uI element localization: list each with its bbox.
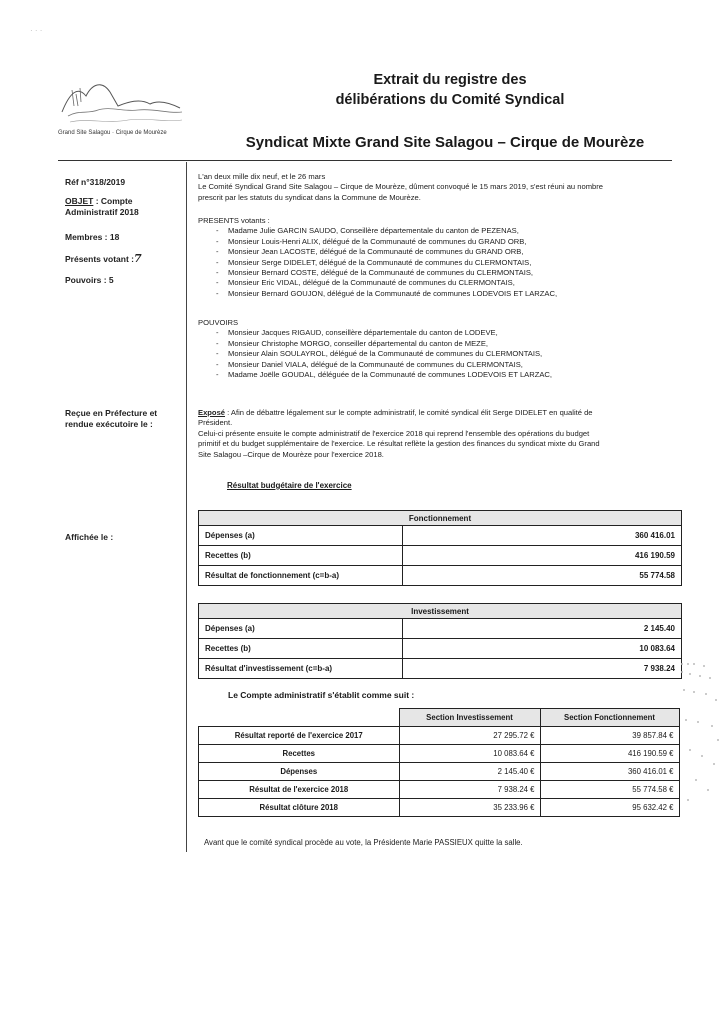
expose-line-3: Celui-ci présente ensuite le compte administratif de l'exercice 2018 qui reprend l'ensemble des opérations du budget — [198, 428, 590, 438]
expose-line-4: primitif et du budget supplémentaire de l'exercice. Le résultat reflète la gestion des finances du syndicat mixte du Grand — [198, 439, 600, 449]
row-label: Résultat de fonctionnement (c=b-a) — [199, 566, 403, 586]
expose-label: Exposé — [198, 408, 226, 417]
presents-heading: PRESENTS votants : — [198, 216, 270, 225]
title-line-2: délibérations du Comité Syndical — [335, 92, 565, 108]
fonc-value: 55 774.58 € — [540, 780, 679, 798]
list-item: - Monsieur Christophe MORGO, conseiller départemental du canton de MEZE, — [228, 339, 686, 349]
recu-line-2: rendue exécutoire le : — [65, 419, 153, 429]
row-label: Recettes (b) — [199, 639, 403, 659]
compte-admin-table — [198, 708, 680, 817]
intro-line-2: Le Comité Syndical Grand Site Salagou – Cirque de Mourèze, dûment convoqué le 15 mars 2019, s'est réuni au nombre — [198, 182, 603, 192]
row-value: 7 938.24 — [403, 659, 682, 679]
fonc-value: 360 416.01 € — [540, 762, 679, 780]
affichee-le: Affichée le : — [65, 532, 114, 542]
table-row — [199, 798, 680, 816]
list-item: - Madame Joëlle GOUDAL, déléguée de la Communauté de communes LODEVOIS ET LARZAC, — [228, 370, 686, 380]
resultat-title: Résultat budgétaire de l'exercice — [227, 481, 352, 490]
fonc-value: 95 632.42 € — [540, 798, 679, 816]
expose-paragraph — [198, 408, 686, 460]
presents-label: Présents votant : — [65, 254, 134, 264]
col-fonctionnement: Section Fonctionnement — [540, 709, 679, 727]
inv-value: 2 145.40 € — [399, 762, 540, 780]
table-row — [199, 726, 680, 744]
table-row — [199, 526, 682, 546]
col-investissement: Section Investissement — [399, 709, 540, 727]
table-row — [199, 762, 680, 780]
list-item: - Monsieur Bernard COSTE, délégué de la Communauté de communes du CLERMONTAIS, — [228, 268, 686, 278]
investissement-header: Investissement — [199, 604, 682, 619]
header-rule — [58, 160, 672, 161]
empty-header-cell — [199, 709, 400, 727]
table-row — [199, 566, 682, 586]
expose-line-2: Président. — [198, 418, 233, 428]
objet — [65, 196, 139, 218]
fonc-value: 39 857.84 € — [540, 726, 679, 744]
list-item: - Monsieur Alain SOULAYROL, délégué de la Communauté de communes du CLERMONTAIS, — [228, 349, 686, 359]
intro-paragraph — [198, 172, 686, 203]
fonctionnement-table — [198, 510, 682, 586]
membres: Membres : 18 — [65, 232, 120, 242]
registre-title — [280, 70, 620, 110]
presents-list — [198, 226, 686, 299]
pouvoirs-list — [198, 328, 686, 380]
list-item: - Monsieur Louis-Henri ALIX, délégué de la Communauté de communes du GRAND ORB, — [228, 237, 686, 247]
presents-handwritten: 7 — [133, 252, 142, 265]
fonctionnement-header: Fonctionnement — [199, 511, 682, 526]
compte-admin-title: Le Compte administratif s'établit comme suit : — [228, 690, 415, 700]
intro-line-1: L'an deux mille dix neuf, et le 26 mars — [198, 172, 326, 181]
table-row — [199, 780, 680, 798]
table-row — [199, 619, 682, 639]
scan-mark: · · · — [30, 26, 43, 35]
row-label: Résultat de l'exercice 2018 — [199, 780, 400, 798]
expose-line-5: Site Salagou –Cirque de Mourèze pour l'exercice 2018. — [198, 449, 384, 459]
reference: Réf n°318/2019 — [65, 177, 126, 187]
table-row — [199, 546, 682, 566]
pouvoirs-count: Pouvoirs : 5 — [65, 275, 114, 285]
logo-caption: Grand Site Salagou · Cirque de Mourèze — [58, 130, 167, 136]
inv-value: 27 295.72 € — [399, 726, 540, 744]
objet-text: : Compte — [93, 196, 133, 206]
row-value: 55 774.58 — [403, 566, 682, 586]
table-row — [199, 659, 682, 679]
inv-value: 10 083.64 € — [399, 744, 540, 762]
objet-line-2: Administratif 2018 — [65, 207, 139, 217]
table-row — [199, 744, 680, 762]
row-value: 2 145.40 — [403, 619, 682, 639]
intro-line-3: prescrit par les statuts du syndicat dans la Commune de Mourèze. — [198, 192, 421, 202]
list-item: - Monsieur Jacques RIGAUD, conseillère départementale du canton de LODEVE, — [228, 328, 686, 338]
presents-votant — [65, 253, 142, 265]
table-header-row — [199, 511, 682, 526]
row-value: 10 083.64 — [403, 639, 682, 659]
row-label: Résultat clôture 2018 — [199, 798, 400, 816]
column-divider — [186, 162, 187, 852]
pouvoirs-heading: POUVOIRS — [198, 318, 239, 327]
footer-note: Avant que le comité syndical procède au vote, la Présidente Marie PASSIEUX quitte la salle. — [204, 838, 523, 847]
objet-label: OBJET — [65, 196, 94, 206]
row-label: Recettes — [199, 744, 400, 762]
list-item: - Monsieur Bernard GOUJON, délégué de la Communauté de communes LODEVOIS ET LARZAC, — [228, 289, 686, 299]
recu-line-1: Reçue en Préfecture et — [65, 408, 158, 418]
inv-value: 35 233.96 € — [399, 798, 540, 816]
table-header-row — [199, 709, 680, 727]
pouvoirs-section — [198, 318, 686, 380]
fonc-value: 416 190.59 € — [540, 744, 679, 762]
row-label: Dépenses — [199, 762, 400, 780]
row-label: Recettes (b) — [199, 546, 403, 566]
table-header-row — [199, 604, 682, 619]
scan-artifact — [676, 660, 724, 810]
table-row — [199, 639, 682, 659]
row-label: Dépenses (a) — [199, 619, 403, 639]
row-label: Dépenses (a) — [199, 526, 403, 546]
expose-line-1: : Afin de débattre légalement sur le compte administratif, le comité syndical élit Serge DIDELET en qualité de — [225, 408, 593, 417]
title-line-1: Extrait du registre des — [373, 72, 527, 88]
inv-value: 7 938.24 € — [399, 780, 540, 798]
row-label: Résultat d'investissement (c=b-a) — [199, 659, 403, 679]
row-value: 360 416.01 — [403, 526, 682, 546]
investissement-table — [198, 603, 682, 679]
row-label: Résultat reporté de l'exercice 2017 — [199, 726, 400, 744]
list-item: - Monsieur Eric VIDAL, délégué de la Communauté de communes du CLERMONTAIS, — [228, 278, 686, 288]
recu-prefecture — [65, 408, 157, 430]
list-item: - Madame Julie GARCIN SAUDO, Conseillère départementale du canton de PEZENAS, — [228, 226, 686, 236]
list-item: - Monsieur Serge DIDELET, délégué de la Communauté de communes du CLERMONTAIS, — [228, 258, 686, 268]
list-item: - Monsieur Daniel VIALA, délégué de la Communauté de communes du CLERMONTAIS, — [228, 360, 686, 370]
syndicat-title: Syndicat Mixte Grand Site Salagou – Cirque de Mourèze — [245, 134, 645, 151]
presents-section — [198, 216, 686, 299]
row-value: 416 190.59 — [403, 546, 682, 566]
list-item: - Monsieur Jean LACOSTE, délégué de la Communauté de communes du GRAND ORB, — [228, 247, 686, 257]
